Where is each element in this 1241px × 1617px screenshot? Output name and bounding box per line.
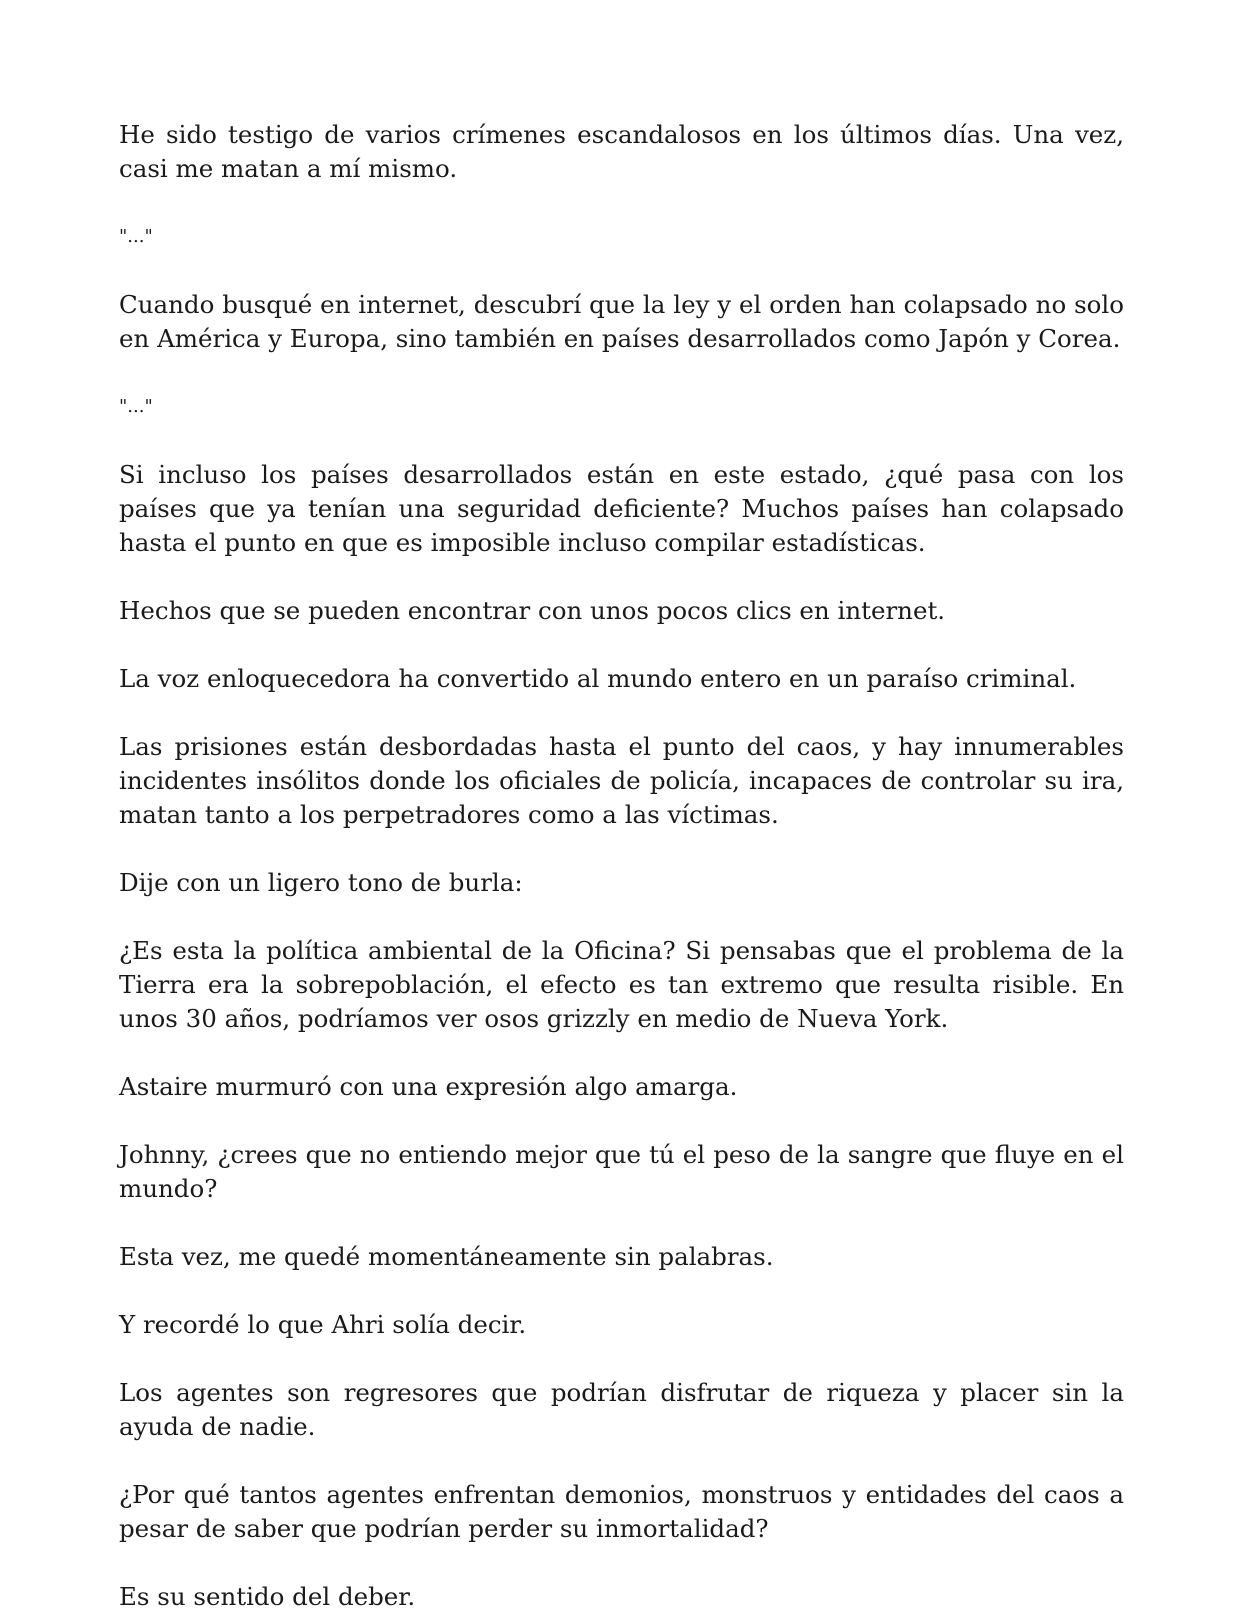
paragraph: ¿Es esta la política ambiental de la Oficina? Si pensabas que el problema de la Tierra era la sobrepoblación, el efecto es tan extremo que resulta risible. En unos 30 años, podríamos ver osos grizzly en medio de Nueva York. — [119, 936, 1124, 1033]
paragraph: Dije con un ligero tono de burla: — [119, 868, 523, 897]
paragraph: Esta vez, me quedé momentáneamente sin palabras. — [119, 1242, 774, 1271]
document-body — [119, 118, 1124, 1617]
paragraph-ellipsis: "..." — [119, 396, 153, 417]
paragraph: Johnny, ¿crees que no entiendo mejor que tú el peso de la sangre que fluye en el mundo? — [119, 1140, 1124, 1203]
paragraph: He sido testigo de varios crímenes escandalosos en los últimos días. Una vez, casi me matan a mí mismo. — [119, 120, 1124, 183]
paragraph: Si incluso los países desarrollados están en este estado, ¿qué pasa con los países que ya tenían una seguridad deficiente? Muchos países han colapsado hasta el punto en que es imposible incluso compilar estadísticas. — [119, 460, 1124, 557]
paragraph-ellipsis: "..." — [119, 226, 153, 247]
paragraph: Es su sentido del deber. — [119, 1582, 416, 1611]
paragraph: La voz enloquecedora ha convertido al mundo entero en un paraíso criminal. — [119, 664, 1077, 693]
paragraph: ¿Por qué tantos agentes enfrentan demonios, monstruos y entidades del caos a pesar de saber que podrían perder su inmortalidad? — [119, 1480, 1124, 1543]
paragraph: Hechos que se pueden encontrar con unos pocos clics en internet. — [119, 596, 946, 625]
paragraph: Los agentes son regresores que podrían disfrutar de riqueza y placer sin la ayuda de nadie. — [119, 1378, 1124, 1441]
paragraph: Cuando busqué en internet, descubrí que la ley y el orden han colapsado no solo en América y Europa, sino también en países desarrollados como Japón y Corea. — [119, 290, 1124, 353]
paragraph: Y recordé lo que Ahri solía decir. — [119, 1310, 527, 1339]
paragraph: Astaire murmuró con una expresión algo amarga. — [119, 1072, 738, 1101]
paragraph: Las prisiones están desbordadas hasta el punto del caos, y hay innumerables incidentes insólitos donde los oficiales de policía, incapaces de controlar su ira, matan tanto a los perpetradores como a las víctimas. — [119, 732, 1124, 829]
